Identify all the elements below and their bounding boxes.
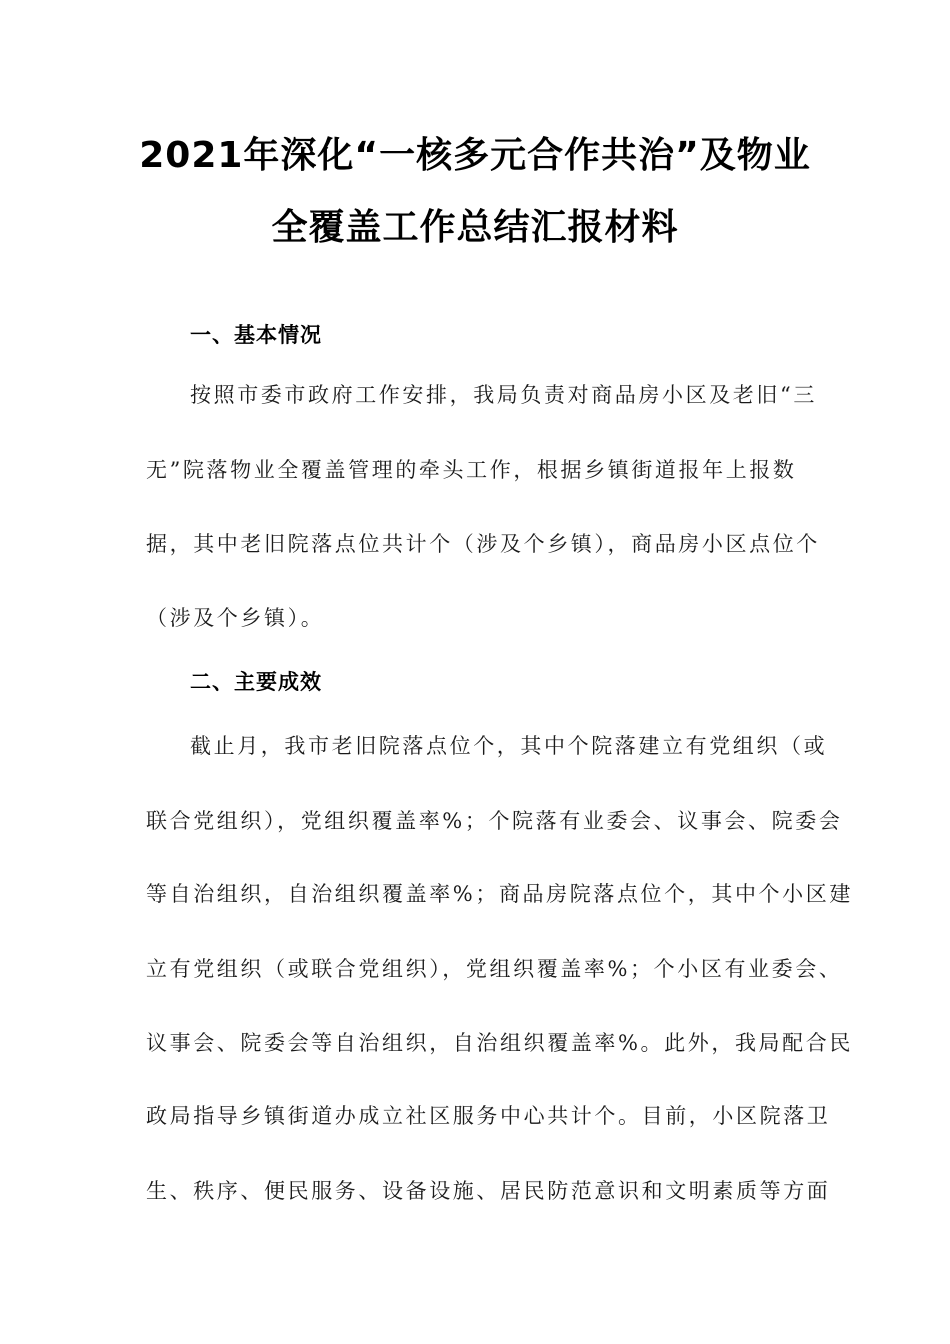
document-title-line-2: 全覆盖工作总结汇报材料	[271, 207, 679, 248]
paragraph-line: 议事会、院委会等自治组织，自治组织覆盖率%。此外，我局配合民	[146, 1031, 853, 1055]
paragraph-line: 生、秩序、便民服务、设备设施、居民防范意识和文明素质等方面	[146, 1179, 831, 1203]
paragraph-line: 政局指导乡镇街道办成立社区服务中心共计个。目前，小区院落卫	[146, 1104, 831, 1128]
paragraph-line: 等自治组织，自治组织覆盖率%；商品房院落点位个，其中个小区建	[146, 882, 853, 906]
paragraph-line: 按照市委市政府工作安排，我局负责对商品房小区及老旧“三	[190, 383, 817, 407]
paragraph-line: 截止月，我市老旧院落点位个，其中个院落建立有党组织（或	[190, 734, 828, 758]
section-heading-basic-situation: 一、基本情况	[190, 323, 322, 347]
paragraph-line: 据，其中老旧院落点位共计个（涉及个乡镇），商品房小区点位个	[146, 532, 820, 556]
section-heading-main-results: 二、主要成效	[190, 670, 322, 694]
paragraph-line: 立有党组织（或联合党组织），党组织覆盖率%；个小区有业委会、	[146, 957, 843, 981]
paragraph-line: 无”院落物业全覆盖管理的牵头工作，根据乡镇街道报年上报数	[146, 458, 797, 482]
paragraph-line: （涉及个乡镇）。	[146, 606, 325, 630]
document-title-line-1: 2021年深化“一核多元合作共治”及物业	[139, 135, 811, 176]
paragraph-line: 联合党组织），党组织覆盖率%；个院落有业委会、议事会、院委会	[146, 809, 843, 833]
